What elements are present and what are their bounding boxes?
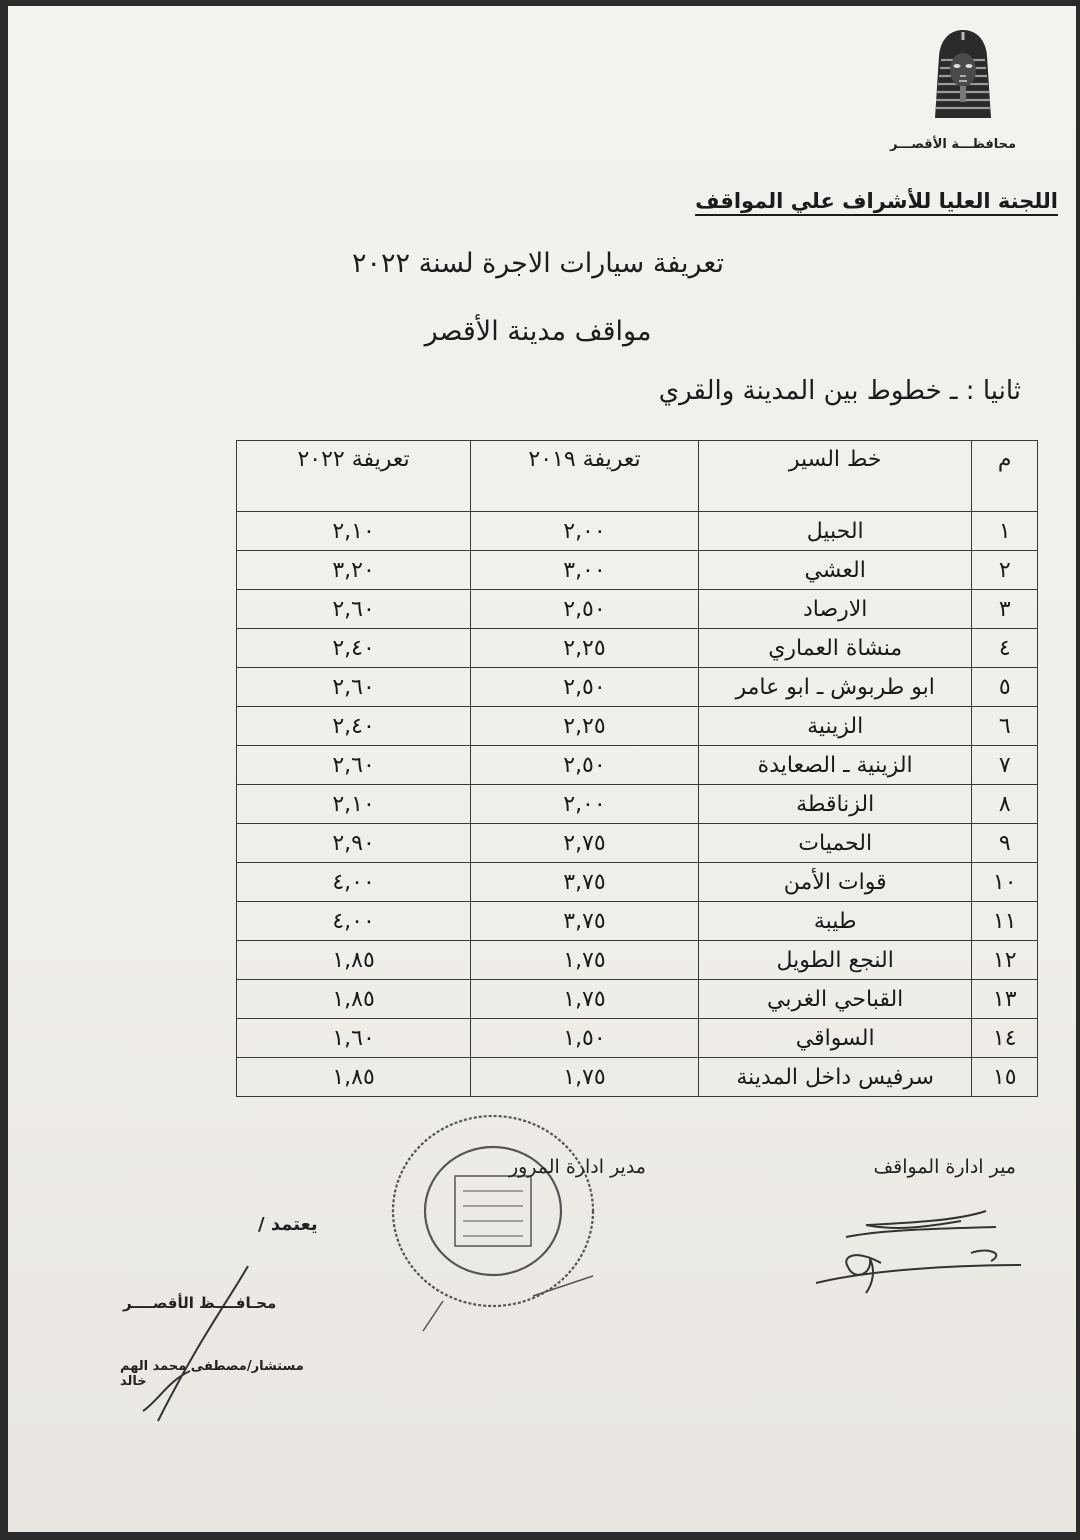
governor-signature: [128, 1261, 268, 1426]
cell-route: العشي: [698, 551, 972, 590]
header-fare-2022: تعريفة ٢٠٢٢: [237, 441, 471, 512]
governor-title: محـافــــظ الأقصــــر: [123, 1294, 277, 1312]
header-route: خط السير: [698, 441, 972, 512]
cell-fare-2019: ٣,٠٠: [471, 551, 699, 590]
cell-fare-2019: ٢,٢٥: [471, 629, 699, 668]
cell-num: ٩: [972, 824, 1038, 863]
cell-fare-2022: ٣,٢٠: [237, 551, 471, 590]
cell-route: النجع الطويل: [698, 941, 972, 980]
cell-num: ٣: [972, 590, 1038, 629]
table-row: [237, 551, 1038, 590]
committee-heading: اللجنة العليا للأشراف علي المواقف: [695, 189, 1058, 213]
cell-num: ٤: [972, 629, 1038, 668]
approval-label: يعتمد /: [258, 1214, 318, 1235]
cell-fare-2019: ٣,٧٥: [471, 863, 699, 902]
table-row: [237, 512, 1038, 551]
table-row: [237, 902, 1038, 941]
table-row: [237, 1019, 1038, 1058]
cell-fare-2022: ٢,١٠: [237, 785, 471, 824]
cell-fare-2019: ١,٧٥: [471, 941, 699, 980]
cell-num: ١١: [972, 902, 1038, 941]
cell-num: ١٣: [972, 980, 1038, 1019]
official-stamp: [383, 1096, 613, 1346]
cell-route: الحبيل: [698, 512, 972, 551]
cell-fare-2022: ٢,٦٠: [237, 746, 471, 785]
cell-fare-2019: ٣,٧٥: [471, 902, 699, 941]
cell-num: ١٢: [972, 941, 1038, 980]
table-row: [237, 1058, 1038, 1097]
table-row: [237, 824, 1038, 863]
table-row: [237, 629, 1038, 668]
cell-fare-2022: ١,٨٥: [237, 941, 471, 980]
table-row: [237, 590, 1038, 629]
cell-route: الزينية: [698, 707, 972, 746]
header-num: م: [972, 441, 1038, 512]
cell-num: ٦: [972, 707, 1038, 746]
table-header-row: [237, 441, 1038, 512]
cell-num: ١٥: [972, 1058, 1038, 1097]
cell-fare-2022: ٤,٠٠: [237, 902, 471, 941]
cell-fare-2019: ١,٧٥: [471, 980, 699, 1019]
document-title: تعريفة سيارات الاجرة لسنة ٢٠٢٢: [352, 248, 724, 279]
cell-route: منشاة العماري: [698, 629, 972, 668]
cell-fare-2022: ٢,١٠: [237, 512, 471, 551]
cell-fare-2019: ٢,٧٥: [471, 824, 699, 863]
cell-route: الزناقطة: [698, 785, 972, 824]
table-row: [237, 668, 1038, 707]
cell-route: القباحي الغربي: [698, 980, 972, 1019]
parking-manager-label: مير ادارة المواقف: [873, 1156, 1016, 1178]
cell-fare-2022: ٢,٩٠: [237, 824, 471, 863]
cell-route: الحميات: [698, 824, 972, 863]
cell-fare-2022: ٢,٤٠: [237, 707, 471, 746]
cell-num: ٢: [972, 551, 1038, 590]
cell-fare-2022: ٢,٤٠: [237, 629, 471, 668]
cell-fare-2019: ٢,٠٠: [471, 512, 699, 551]
cell-num: ١: [972, 512, 1038, 551]
cell-route: الارصاد: [698, 590, 972, 629]
cell-fare-2019: ٢,٢٥: [471, 707, 699, 746]
cell-route: ابو طربوش ـ ابو عامر: [698, 668, 972, 707]
cell-fare-2022: ١,٨٥: [237, 980, 471, 1019]
cell-num: ٧: [972, 746, 1038, 785]
table-row: [237, 785, 1038, 824]
cell-num: ٨: [972, 785, 1038, 824]
parking-manager-signature: [786, 1201, 1036, 1296]
cell-fare-2019: ٢,٥٠: [471, 668, 699, 707]
table-row: [237, 980, 1038, 1019]
advisor-name: مستشار/مصطفى محمد الهم خالد: [120, 1359, 304, 1389]
cell-fare-2022: ١,٨٥: [237, 1058, 471, 1097]
cell-route: طيبة: [698, 902, 972, 941]
traffic-manager-label: مدير ادارة المرور: [508, 1156, 646, 1178]
table-row: [237, 863, 1038, 902]
document-page: [8, 6, 1076, 1532]
cell-num: ١٠: [972, 863, 1038, 902]
cell-fare-2019: ٢,٥٠: [471, 746, 699, 785]
pharaoh-mask-logo: [930, 26, 996, 126]
fare-table: [236, 440, 1038, 1097]
table-row: [237, 707, 1038, 746]
cell-fare-2019: ٢,٠٠: [471, 785, 699, 824]
cell-fare-2022: ١,٦٠: [237, 1019, 471, 1058]
table-row: [237, 746, 1038, 785]
document-subtitle: مواقف مدينة الأقصر: [424, 316, 652, 347]
cell-fare-2022: ٢,٦٠: [237, 590, 471, 629]
cell-num: ١٤: [972, 1019, 1038, 1058]
cell-route: الزينية ـ الصعايدة: [698, 746, 972, 785]
fare-table-body: [237, 512, 1038, 1097]
table-row: [237, 941, 1038, 980]
cell-fare-2022: ٤,٠٠: [237, 863, 471, 902]
cell-route: قوات الأمن: [698, 863, 972, 902]
cell-fare-2019: ١,٧٥: [471, 1058, 699, 1097]
section-heading: ثانيا : ـ خطوط بين المدينة والقري: [658, 376, 1021, 406]
cell-fare-2019: ٢,٥٠: [471, 590, 699, 629]
cell-route: السواقي: [698, 1019, 972, 1058]
cell-route: سرفيس داخل المدينة: [698, 1058, 972, 1097]
cell-fare-2019: ١,٥٠: [471, 1019, 699, 1058]
header-fare-2019: تعريفة ٢٠١٩: [471, 441, 699, 512]
cell-fare-2022: ٢,٦٠: [237, 668, 471, 707]
governorate-name: محافظـــة الأقصـــر: [889, 137, 1017, 152]
cell-num: ٥: [972, 668, 1038, 707]
